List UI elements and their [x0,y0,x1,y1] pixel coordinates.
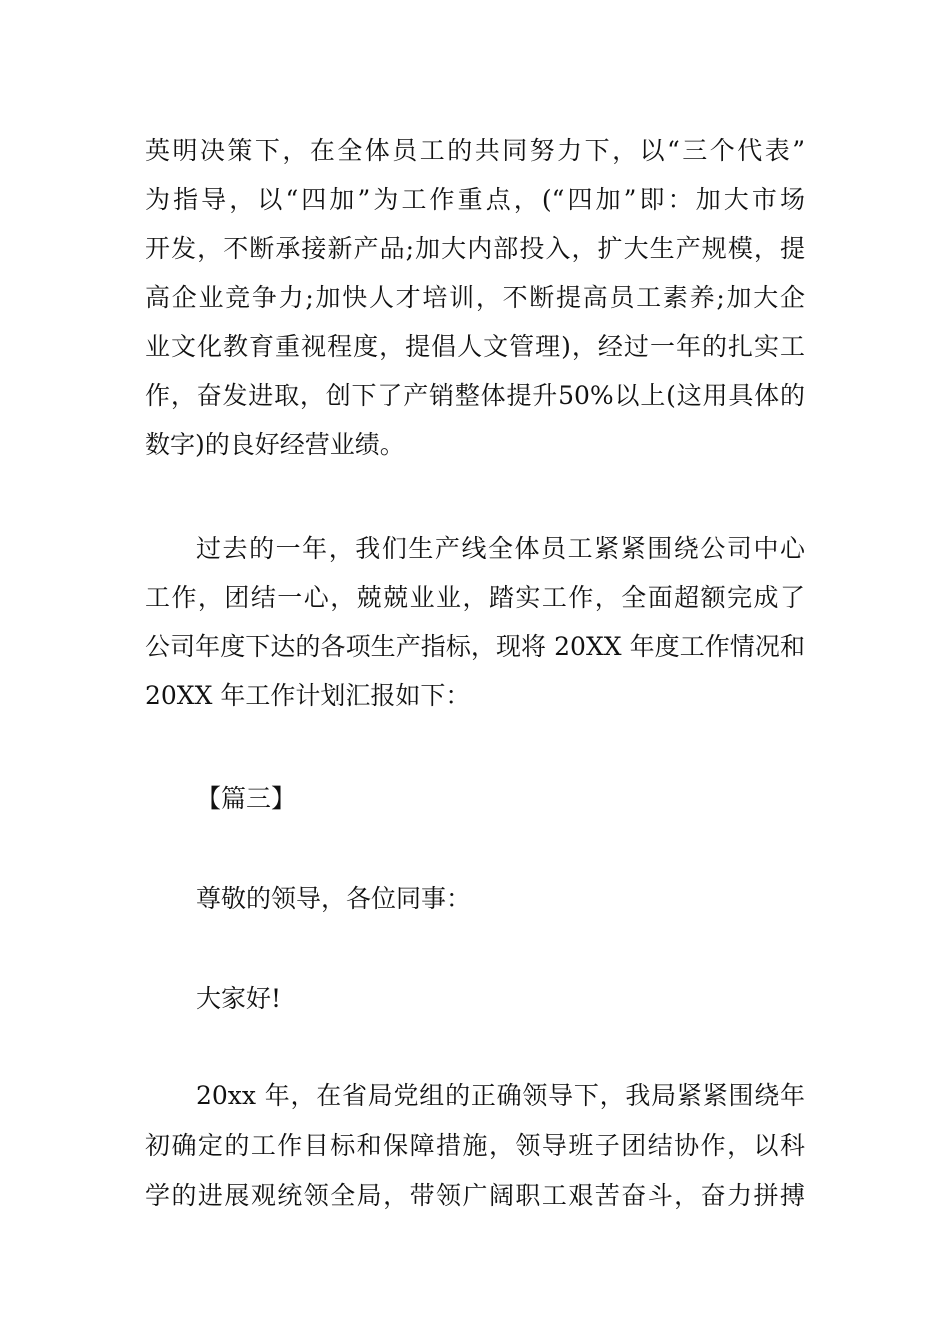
greeting: 大家好! [196,984,282,1013]
text-line: 学的进展观统领全局，带领广阔职工艰苦奋斗，奋力拼搏 [145,1181,805,1210]
text-line: 为指导，以“四加”为工作重点，(“四加”即：加大市场 [145,185,805,214]
text-line: 工作，团结一心，兢兢业业，踏实工作，全面超额完成了 [145,583,805,612]
text-line: 开发，不断承接新产品;加大内部投入，扩大生产规模，提 [145,234,805,263]
text-line: 公司年度下达的各项生产指标，现将 20XX 年度工作情况和 [145,632,805,661]
text-line: 20XX 年工作计划汇报如下： [145,681,471,710]
text-line: 20xx 年，在省局党组的正确领导下，我局紧紧围绕年 [196,1081,805,1110]
text-line: 数字)的良好经营业绩。 [145,430,405,459]
text-line: 业文化教育重视程度，提倡人文管理)，经过一年的扎实工 [145,332,805,361]
text-line: 过去的一年，我们生产线全体员工紧紧围绕公司中心 [196,534,805,563]
text-line: 初确定的工作目标和保障措施，领导班子团结协作，以科 [145,1131,805,1160]
text-line: 英明决策下，在全体员工的共同努力下，以“三个代表” [145,136,805,165]
text-line: 作，奋发进取，创下了产销整体提升50%以上(这用具体的 [145,381,805,410]
text-line: 高企业竞争力;加快人才培训，不断提高员工素养;加大企 [145,283,805,312]
section-heading: 【篇三】 [196,784,297,813]
salutation: 尊敬的领导，各位同事： [196,884,472,913]
